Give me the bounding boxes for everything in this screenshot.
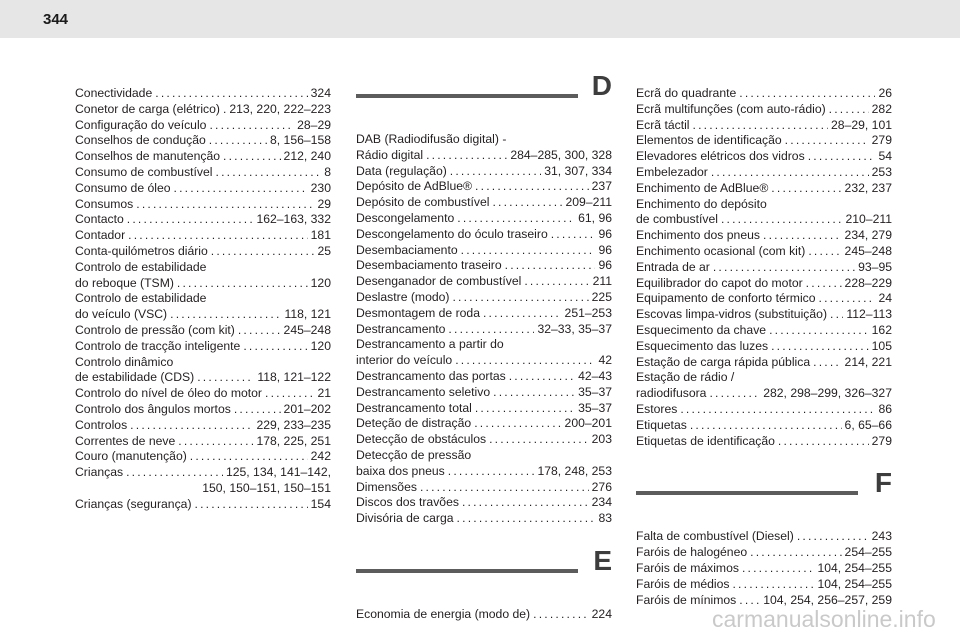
index-entry: Data (regulação) . . . 31, 307, 334 bbox=[356, 164, 612, 180]
index-entry: Faróis de mínimos . . . 104, 254, 256–257, 259 bbox=[636, 593, 892, 609]
index-entry: Desenganador de combustível . . . 211 bbox=[356, 274, 612, 290]
index-entry: radiodifusora . . . 282, 298–299, 326–327 bbox=[636, 386, 892, 402]
index-entry-heading: Estação de rádio / bbox=[636, 370, 735, 385]
index-entry: Esquecimento da chave . . . 162 bbox=[636, 323, 892, 339]
index-entry: Economia de energia (modo de) . . . 224 bbox=[356, 607, 612, 623]
index-entry: Dimensões . . . 276 bbox=[356, 480, 612, 496]
index-entry: Entrada de ar . . . 93–95 bbox=[636, 260, 892, 276]
index-entry: interior do veículo . . . 42 bbox=[356, 353, 612, 369]
index-entry: Faróis de máximos . . . 104, 254–255 bbox=[636, 561, 892, 577]
index-entry: Couro (manutenção) . . . 242 bbox=[75, 449, 331, 465]
index-entry: Controlo dos ângulos mortos . . . 201–202 bbox=[75, 402, 331, 418]
index-entry: de combustível . . . 210–211 bbox=[636, 212, 892, 228]
index-entry: Depósito de AdBlue® . . . 237 bbox=[356, 179, 612, 195]
index-entry: Descongelamento . . . 61, 96 bbox=[356, 211, 612, 227]
section-letter: E bbox=[593, 544, 612, 576]
index-entry: Desembaciamento . . . 96 bbox=[356, 243, 612, 259]
index-entry: Desmontagem de roda . . . 251–253 bbox=[356, 306, 612, 322]
index-entry: Controlos . . . 229, 233–235 bbox=[75, 418, 331, 434]
index-column-1 bbox=[75, 86, 331, 513]
index-entry: Enchimento dos pneus . . . 234, 279 bbox=[636, 228, 892, 244]
section-rule bbox=[356, 94, 578, 98]
index-entry-heading: Detecção de pressão bbox=[356, 447, 472, 462]
index-entry: baixa dos pneus . . . 178, 248, 253 bbox=[356, 464, 612, 480]
section-letter: F bbox=[874, 467, 892, 499]
index-entry: Deteção de distração . . . 200–201 bbox=[356, 416, 612, 432]
index-entry: Rádio digital . . . 284–285, 300, 328 bbox=[356, 148, 612, 164]
index-entry: de estabilidade (CDS) . . . 118, 121–122 bbox=[75, 370, 331, 386]
index-entry: Destrancamento das portas . . . 42–43 bbox=[356, 369, 612, 385]
index-entry: Crianças . . . 125, 134, 141–142, bbox=[75, 465, 331, 481]
index-entry-heading: Controlo de estabilidade bbox=[75, 291, 207, 306]
section-letter: D bbox=[591, 70, 612, 101]
index-entry: Etiquetas . . . 6, 65–66 bbox=[636, 418, 892, 434]
index-entry: Depósito de combustível . . . 209–211 bbox=[356, 195, 612, 211]
index-column-3 bbox=[636, 86, 892, 608]
index-entry-heading: Controlo de estabilidade bbox=[75, 259, 207, 274]
index-entry: Descongelamento do óculo traseiro . . . 96 bbox=[356, 227, 612, 243]
index-entry: Consumo de combustível . . . 8 bbox=[75, 165, 331, 181]
index-entry: Destrancamento total . . . 35–37 bbox=[356, 401, 612, 417]
index-entry: Escovas limpa-vidros (substituição) . . . 112–113 bbox=[636, 307, 892, 323]
index-entry-continuation: 150, 150–151, 150–151 bbox=[202, 480, 331, 495]
index-entry: Divisória de carga . . . 83 bbox=[356, 511, 612, 527]
index-entry: Etiquetas de identificação . . . 279 bbox=[636, 434, 892, 450]
index-entry: Destrancamento . . . 32–33, 35–37 bbox=[356, 322, 612, 338]
section-rule bbox=[636, 491, 858, 495]
index-entry: Deslastre (modo) . . . 225 bbox=[356, 290, 612, 306]
index-entry: do veículo (VSC) . . . 118, 121 bbox=[75, 307, 331, 323]
index-entry: Faróis de halogéneo . . . 254–255 bbox=[636, 545, 892, 561]
index-entry: Faróis de médios . . . 104, 254–255 bbox=[636, 577, 892, 593]
index-entry: Conta-quilómetros diário . . . 25 bbox=[75, 244, 331, 260]
index-entry: Controlo de tracção inteligente . . . 120 bbox=[75, 339, 331, 355]
index-entry: Falta de combustível (Diesel) . . . 243 bbox=[636, 529, 892, 545]
index-entry: Estação de carga rápida pública . . . 214, 221 bbox=[636, 355, 892, 371]
watermark-text: carmanualsonline.info bbox=[712, 606, 936, 632]
index-entry: Controlo do nível de óleo do motor . . . 21 bbox=[75, 386, 331, 402]
index-entry-heading: Controlo dinâmico bbox=[75, 354, 174, 369]
index-entry: Elementos de identificação . . . 279 bbox=[636, 133, 892, 149]
section-divider-e bbox=[356, 544, 612, 601]
index-entry: Ecrã multifunções (com auto-rádio) . . . 282 bbox=[636, 102, 892, 118]
index-entry: Conectividade . . . 324 bbox=[75, 86, 331, 102]
index-entry-heading: Destrancamento a partir do bbox=[356, 337, 504, 352]
index-entry: Consumo de óleo . . . 230 bbox=[75, 181, 331, 197]
index-entry: Contacto . . . 162–163, 332 bbox=[75, 212, 331, 228]
index-entry: Crianças (segurança) . . . 154 bbox=[75, 497, 331, 513]
section-rule bbox=[356, 569, 578, 573]
index-entry: Ecrã táctil . . . 28–29, 101 bbox=[636, 118, 892, 134]
index-entry: Conselhos de manutenção . . . 212, 240 bbox=[75, 149, 331, 165]
index-entry: Configuração do veículo . . . 28–29 bbox=[75, 118, 331, 134]
index-entry: Destrancamento seletivo . . . 35–37 bbox=[356, 385, 612, 401]
index-entry: Elevadores elétricos dos vidros . . . 54 bbox=[636, 149, 892, 165]
index-entry: Embelezador . . . 253 bbox=[636, 165, 892, 181]
index-entry: Equipamento de conforto térmico . . . 24 bbox=[636, 291, 892, 307]
index-entry: Conetor de carga (elétrico) . . . 213, 220, 222–223 bbox=[75, 102, 331, 118]
index-entry-heading: DAB (Radiodifusão digital) - bbox=[356, 132, 507, 146]
index-entry: Contador . . . 181 bbox=[75, 228, 331, 244]
index-entry: Estores . . . 86 bbox=[636, 402, 892, 418]
index-entry: Detecção de obstáculos . . . 203 bbox=[356, 432, 612, 448]
index-entry: Esquecimento das luzes . . . 105 bbox=[636, 339, 892, 355]
index-entry-heading: Enchimento do depósito bbox=[636, 196, 767, 211]
index-entry: Consumos . . . 29 bbox=[75, 197, 331, 213]
index-entry: Conselhos de condução . . . 8, 156–158 bbox=[75, 133, 331, 149]
index-entry: Enchimento de AdBlue® . . . 232, 237 bbox=[636, 181, 892, 197]
section-divider-f bbox=[636, 467, 892, 523]
index-entry: Discos dos travões . . . 234 bbox=[356, 495, 612, 511]
page-header-bar bbox=[0, 0, 960, 38]
index-entry: do reboque (TSM) . . . 120 bbox=[75, 276, 331, 292]
index-entry: Enchimento ocasional (com kit) . . . 245–248 bbox=[636, 244, 892, 260]
index-entry: Equilibrador do capot do motor . . . 228–229 bbox=[636, 276, 892, 292]
index-entry: Controlo de pressão (com kit) . . . 245–248 bbox=[75, 323, 331, 339]
index-entry: Desembaciamento traseiro . . . 96 bbox=[356, 258, 612, 274]
section-divider-d bbox=[356, 70, 612, 126]
page-number: 344 bbox=[43, 11, 69, 28]
index-entry: Correntes de neve . . . 178, 225, 251 bbox=[75, 434, 331, 450]
index-column-2 bbox=[356, 70, 612, 623]
index-entry: Ecrã do quadrante . . . 26 bbox=[636, 86, 892, 102]
